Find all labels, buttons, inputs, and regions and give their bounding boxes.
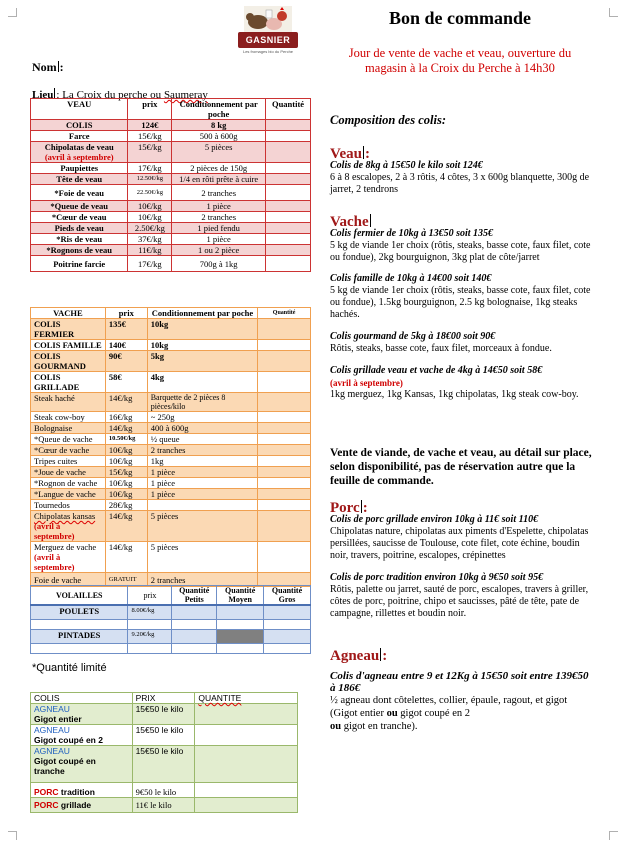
product-kind: PORC (34, 800, 59, 810)
cell-pack (147, 500, 258, 511)
table-row (31, 212, 311, 223)
cell-price: 14€/kg (105, 423, 147, 434)
text-cursor (370, 214, 371, 227)
desc-or: ou (330, 721, 342, 732)
quantity-cell[interactable] (266, 131, 311, 142)
cell-empty (31, 619, 128, 629)
quantity-cell[interactable] (258, 351, 311, 372)
cell-product: POULETS (31, 605, 128, 619)
cell-price: 14€/kg (105, 393, 147, 412)
cell-product (31, 725, 133, 746)
cell-price: 2.50€/kg (128, 223, 172, 234)
quantity-cell[interactable] (258, 412, 311, 423)
cell-pack: 8 kg (172, 120, 266, 131)
table-row (31, 456, 311, 467)
quantity-cell[interactable] (195, 798, 298, 813)
desc-part: gigot coupé en 2 (397, 708, 470, 719)
cell-product: Paupiettes (31, 163, 128, 174)
cell-pack: ½ queue (147, 434, 258, 445)
quantity-cell[interactable] (258, 500, 311, 511)
cell-price: 11€/kg (128, 245, 172, 256)
table-header-row (31, 308, 311, 319)
section-heading (330, 146, 592, 160)
cell-pack: 5kg (147, 351, 258, 372)
quantity-cell[interactable] (264, 629, 311, 643)
cell-pack: Barquette de 2 pièces 8 pièces/kilo (147, 393, 258, 412)
cell-price: 9.20€/kg (128, 629, 172, 643)
product-name: Chipolatas de veau (44, 142, 114, 152)
cell-empty (31, 643, 128, 653)
cell-pack: 1 pièce (172, 234, 266, 245)
veau-table (30, 98, 311, 272)
cell-product: Pieds de veau (31, 223, 128, 234)
colis-description: 1kg merguez, 1kg Kansas, 1kg chipolatas, 1kg steak cow-boy. (330, 389, 579, 400)
cell-product: *Joue de vache (31, 467, 106, 478)
cell-product: *Rognon de vache (31, 478, 106, 489)
cell-product (31, 511, 106, 542)
quantity-cell[interactable] (258, 445, 311, 456)
cell-price: 90€ (105, 351, 147, 372)
cell-pack: 1 pièce (147, 489, 258, 500)
table-row (31, 746, 298, 783)
cell-empty (128, 619, 172, 629)
quantity-cell[interactable] (217, 619, 264, 629)
cell-product: COLIS GRILLADE (31, 372, 106, 393)
quantity-cell[interactable] (266, 163, 311, 174)
col-header: Quantité (258, 308, 311, 319)
cell-price: 14€/kg (105, 542, 147, 573)
col-header: VOLAILLES (31, 586, 128, 606)
table-row (31, 223, 311, 234)
cell-pack: 10kg (147, 340, 258, 351)
page-corner-mark (8, 8, 17, 17)
colis-title: Colis de porc grillade environ 10kg à 11€ soit 110€ (330, 514, 539, 525)
colis-title: Colis famille de 10kg à 14€00 soit 140€ (330, 273, 492, 284)
cell-price: 22.50€/kg (128, 185, 172, 201)
quantity-cell[interactable] (266, 174, 311, 185)
desc-part: gigot en tranche). (341, 721, 418, 732)
section-heading (330, 648, 592, 662)
cell-product: Farce (31, 131, 128, 142)
desc-or: ou (386, 708, 398, 719)
cell-product: Poitrine farcie (31, 256, 128, 272)
season-note: (avril à septembre) (330, 378, 403, 388)
product-name: grillade (58, 800, 92, 810)
table-row (31, 643, 311, 653)
cell-price: 15€50 le kilo (132, 746, 195, 783)
quantity-cell[interactable] (266, 223, 311, 234)
cell-price: 10€/kg (105, 489, 147, 500)
product-kind: AGNEAU (34, 725, 70, 735)
table-row (31, 445, 311, 456)
cell-price: 28€/kg (105, 500, 147, 511)
composition-title: Composition des colis (330, 113, 442, 127)
table-row (31, 185, 311, 201)
nom-label: Nom (32, 60, 57, 74)
colis-agneau-porc-table (30, 692, 298, 813)
col-header: Quantité (266, 99, 311, 120)
cell-product: *Langue de vache (31, 489, 106, 500)
cell-product: Tournedos (31, 500, 106, 511)
cell-product: *Ris de veau (31, 234, 128, 245)
quantity-cell[interactable] (266, 256, 311, 272)
desc-part: ½ agneau dont côtelettes, collier, épaule, ragout, et gigot (Gigot entier (330, 695, 568, 719)
cell-pack: 1 ou 2 pièce (172, 245, 266, 256)
composition-colon: : (441, 113, 446, 127)
cell-pack: 1 pièce (147, 478, 258, 489)
col-header: VACHE (31, 308, 106, 319)
cell-product (31, 542, 106, 573)
cell-price: 10.50€/kg (105, 434, 147, 445)
table-row (31, 372, 311, 393)
cell-price: 135€ (105, 319, 147, 340)
cell-pack: 5 pièces (147, 511, 258, 542)
cell-pack: 5 pièces (172, 142, 266, 163)
cell-product: PINTADES (31, 629, 128, 643)
quantity-cell[interactable] (266, 185, 311, 201)
cell-product: Bolognaise (31, 423, 106, 434)
quantity-cell[interactable] (266, 201, 311, 212)
quantity-cell[interactable] (195, 746, 298, 783)
cell-price: 15€/kg (105, 467, 147, 478)
quantity-cell[interactable] (266, 120, 311, 131)
cell-price: GRATUIT (105, 573, 147, 587)
cell-product (31, 142, 128, 163)
cell-price: 15€/kg (128, 142, 172, 163)
table-header-row (31, 99, 311, 120)
col-header: Conditionnement par poche (147, 308, 258, 319)
table-row (31, 500, 311, 511)
quantity-cell[interactable] (172, 643, 217, 653)
quantity-cell[interactable] (258, 423, 311, 434)
colis-title: Colis gourmand de 5kg à 18€00 soit 90€ (330, 331, 496, 342)
veau-section (330, 146, 592, 196)
cell-pack: 500 à 600g (172, 131, 266, 142)
text-cursor (58, 61, 59, 72)
cell-price: 124€ (128, 120, 172, 131)
product-name: Gigot coupé en 2 (34, 735, 103, 745)
quantity-cell[interactable] (258, 372, 311, 393)
cell-product: COLIS GOURMAND (31, 351, 106, 372)
colis-description: 5 kg de viande 1er choix (rôtis, steaks, basse cote, faux filet, cote ou fondue), 1.5kg bourguignon, 2.5 kg bolognaise, 1kg steaks hachés. (330, 285, 591, 320)
page-corner-mark (609, 8, 618, 17)
cell-pack: 2 tranches (172, 185, 266, 201)
product-name: tradition (58, 787, 95, 797)
cell-price: 15€50 le kilo (132, 725, 195, 746)
cell-pack: 2 tranches (147, 573, 258, 587)
product-name: Chipolatas kansas (34, 511, 96, 521)
cell-price: 12.50€/kg (128, 174, 172, 185)
page-subtitle: Jour de vente de vache et veau, ouverture du magasin à la Croix du Perche à 14h30 (348, 46, 572, 75)
porc-section (330, 500, 592, 620)
cell-pack: 400 à 600g (147, 423, 258, 434)
table-row (31, 629, 311, 643)
vache-section (330, 214, 592, 401)
colis-title: Colis d'agneau entre 9 et 12Kg à 15€50 soit entre 139€50 à 186€ (330, 670, 589, 694)
section-heading-text: Porc (330, 500, 360, 516)
cell-product (31, 798, 133, 813)
col-header: COLIS (31, 693, 133, 704)
cell-price: 9€50 le kilo (132, 783, 195, 798)
section-heading-colon: : (362, 500, 368, 516)
season-note: (avril à septembre) (34, 552, 75, 572)
colis-title: Colis de 8kg à 15€50 le kilo soit 124€ (330, 160, 483, 171)
section-heading (330, 500, 592, 514)
cell-product: Foie de vache (31, 573, 106, 587)
cell-pack: 1 pièce (147, 467, 258, 478)
quantity-cell[interactable] (195, 725, 298, 746)
table-row (31, 423, 311, 434)
quantity-cell[interactable] (264, 643, 311, 653)
quantity-cell[interactable] (217, 605, 264, 619)
col-header: prix (128, 586, 172, 606)
table-row (31, 798, 298, 813)
col-header: Quantité Moyen (217, 586, 264, 606)
table-row (31, 467, 311, 478)
cell-product: *Queue de vache (31, 434, 106, 445)
colis-title: Colis grillade veau et vache de 4kg à 14€50 soit 58€ (330, 365, 543, 376)
agneau-section (330, 648, 592, 733)
cell-pack: 2 tranches (147, 445, 258, 456)
cell-product (31, 783, 133, 798)
cell-product: Steak haché (31, 393, 106, 412)
table-row (31, 142, 311, 163)
quantity-cell[interactable] (258, 434, 311, 445)
cell-product (31, 746, 133, 783)
volailles-table (30, 585, 311, 654)
cell-price: 37€/kg (128, 234, 172, 245)
table-row (31, 319, 311, 340)
quantity-cell[interactable] (217, 643, 264, 653)
table-row (31, 245, 311, 256)
table-row (31, 605, 311, 619)
cell-price: 140€ (105, 340, 147, 351)
cell-product: COLIS FERMIER (31, 319, 106, 340)
colis-description: Rôtis, palette ou jarret, sauté de porc, escalopes, travers à griller, côtes de porc, poitrine, chipo et saucisses, pâté de tête, pate de campagne, rillettes et boudin noir. (330, 584, 589, 619)
colis-description: 5 kg de viande 1er choix (rôtis, steaks, basse cote, faux filet, cote ou fondue), 2kg bourguignon, 3kg plat de côte/jarret (330, 240, 591, 263)
vache-table (30, 307, 311, 587)
cell-price: 10€/kg (105, 456, 147, 467)
quantity-cell[interactable] (195, 704, 298, 725)
table-row (31, 511, 311, 542)
cell-pack: 1 pied fendu (172, 223, 266, 234)
cell-product: *Queue de veau (31, 201, 128, 212)
cell-product: Tête de veau (31, 174, 128, 185)
product-name: Gigot entier (34, 714, 82, 724)
table-row (31, 120, 311, 131)
quantity-cell[interactable] (172, 629, 217, 643)
unavailable-cell (217, 629, 264, 643)
cell-price: 58€ (105, 372, 147, 393)
colis-description: Rôtis, steaks, basse cote, faux filet, morceaux à fondue. (330, 343, 552, 354)
product-name: Merguez de vache (34, 542, 97, 552)
logo-tagline: Les fromages bio du Perche (242, 49, 294, 54)
table-row (31, 434, 311, 445)
col-header: Conditionnement par poche (172, 99, 266, 120)
cell-price: 10€/kg (128, 212, 172, 223)
cell-pack: 1/4 en rôti prête à cuire (172, 174, 266, 185)
table-row (31, 174, 311, 185)
cell-pack: 5 pièces (147, 542, 258, 573)
vente-notice: Vente de viande, de vache et veau, au détail sur place, selon disponibilité, pas de réservation autre que la feuille de commande. (330, 447, 592, 487)
cell-pack: 2 tranches (172, 212, 266, 223)
lieu-text: : La Croix du perche ou (56, 89, 164, 101)
cell-pack: 4kg (147, 372, 258, 393)
section-heading-text: Vache (330, 214, 369, 230)
quantity-cell[interactable] (258, 393, 311, 412)
table-row (31, 201, 311, 212)
cell-product: COLIS (31, 120, 128, 131)
section-heading-colon: : (364, 146, 370, 162)
table-row (31, 704, 298, 725)
limited-quantity-note: *Quantité limité (32, 662, 107, 674)
farm-animals-icon (244, 6, 292, 34)
product-kind: AGNEAU (34, 746, 70, 756)
cell-price: 17€/kg (128, 163, 172, 174)
section-heading-text: Agneau (330, 648, 380, 664)
season-note: (avril à septembre) (44, 152, 114, 162)
table-row (31, 478, 311, 489)
quantity-cell[interactable] (264, 619, 311, 629)
quantity-cell[interactable] (266, 234, 311, 245)
quantity-cell[interactable] (258, 542, 311, 573)
quantity-cell[interactable] (258, 489, 311, 500)
colis-description (330, 694, 592, 733)
quantity-cell[interactable] (258, 511, 311, 542)
col-header-text: QUANTITE (198, 693, 242, 703)
table-row (31, 412, 311, 423)
cell-pack: ~ 250g (147, 412, 258, 423)
cell-price: 10€/kg (105, 478, 147, 489)
text-cursor (361, 500, 362, 513)
product-kind: AGNEAU (34, 704, 70, 714)
logo-banner: GASNIER (238, 32, 298, 48)
table-row (31, 725, 298, 746)
quantity-cell[interactable] (266, 245, 311, 256)
colis-title: Colis de porc tradition environ 10kg à 9€50 soit 95€ (330, 572, 544, 583)
page-corner-mark (8, 831, 17, 840)
lieu-label: Lieu (32, 89, 54, 101)
cell-product: Tripes cuites (31, 456, 106, 467)
table-row (31, 234, 311, 245)
quantity-cell[interactable] (172, 605, 217, 619)
cell-price: 15€50 le kilo (132, 704, 195, 725)
table-row (31, 351, 311, 372)
quantity-cell[interactable] (258, 467, 311, 478)
cell-price: 14€/kg (105, 511, 147, 542)
season-note: (avril à septembre) (34, 521, 75, 541)
col-header: Quantité Gros (264, 586, 311, 606)
col-header: prix (128, 99, 172, 120)
product-name: Gigot coupé en tranche (34, 756, 96, 776)
quantity-cell[interactable] (258, 319, 311, 340)
section-heading-text: Veau (330, 146, 362, 162)
page-corner-mark (609, 831, 618, 840)
table-row (31, 542, 311, 573)
col-header: PRIX (132, 693, 195, 704)
cell-pack: 700g à 1kg (172, 256, 266, 272)
cell-price: 11€ le kilo (132, 798, 195, 813)
colis-description: Chipolatas nature, chipolatas aux piments d'Espelette, chipolatas persillées, saucisse de Toulouse, cote filet, cote échine, boudin noir, travers, poitrine, escalopes, crépinettes (330, 526, 589, 561)
col-header: VEAU (31, 99, 128, 120)
quantity-cell[interactable] (258, 340, 311, 351)
section-heading (330, 214, 592, 228)
text-cursor (363, 146, 364, 159)
table-row (31, 340, 311, 351)
cell-product: *Cœur de vache (31, 445, 106, 456)
product-kind: PORC (34, 787, 59, 797)
cell-pack: 1 pièce (172, 201, 266, 212)
quantity-cell[interactable] (258, 456, 311, 467)
cell-pack: 1kg (147, 456, 258, 467)
table-header-row (31, 693, 298, 704)
table-row (31, 489, 311, 500)
table-header-row (31, 586, 311, 606)
cell-product (31, 704, 133, 725)
gasnier-logo (238, 6, 298, 56)
cell-price: 15€/kg (128, 131, 172, 142)
nom-field[interactable] (32, 60, 64, 75)
cell-product: COLIS FAMILLE (31, 340, 106, 351)
composition-heading (330, 114, 592, 126)
col-header: prix (105, 308, 147, 319)
table-row (31, 163, 311, 174)
cell-price: 17€/kg (128, 256, 172, 272)
col-header (195, 693, 298, 704)
quantity-cell[interactable] (258, 478, 311, 489)
colis-description: 6 à 8 escalopes, 2 à 3 rôtis, 4 côtes, 3 x 600g blanquette, 300g de jarret, 2 tendrons (330, 172, 590, 195)
quantity-cell[interactable] (266, 142, 311, 163)
cell-product: *Cœur de veau (31, 212, 128, 223)
cell-empty (128, 643, 172, 653)
page-title: Bon de commande (388, 8, 531, 28)
cell-price: 16€/kg (105, 412, 147, 423)
cell-product: Steak cow-boy (31, 412, 106, 423)
cell-product: *Rognons de veau (31, 245, 128, 256)
cell-pack: 2 pièces de 150g (172, 163, 266, 174)
colis-title: Colis fermier de 10kg à 13€50 soit 135€ (330, 228, 494, 239)
quantity-cell[interactable] (266, 212, 311, 223)
table-row (31, 393, 311, 412)
quantity-cell[interactable] (172, 619, 217, 629)
table-row (31, 256, 311, 272)
lieu-place: Saumeray (163, 89, 208, 101)
cell-pack: 10kg (147, 319, 258, 340)
cell-price: 10€/kg (105, 445, 147, 456)
cell-product: *Foie de veau (31, 185, 128, 201)
cell-price: 8.00€/kg (128, 605, 172, 619)
section-heading-colon: : (382, 648, 388, 664)
nom-colon: : (59, 60, 64, 74)
col-header: Quantité Petits (172, 586, 217, 606)
table-row (31, 619, 311, 629)
cell-price: 10€/kg (128, 201, 172, 212)
quantity-cell[interactable] (264, 605, 311, 619)
quantity-cell[interactable] (195, 783, 298, 798)
table-row (31, 783, 298, 798)
table-row (31, 131, 311, 142)
